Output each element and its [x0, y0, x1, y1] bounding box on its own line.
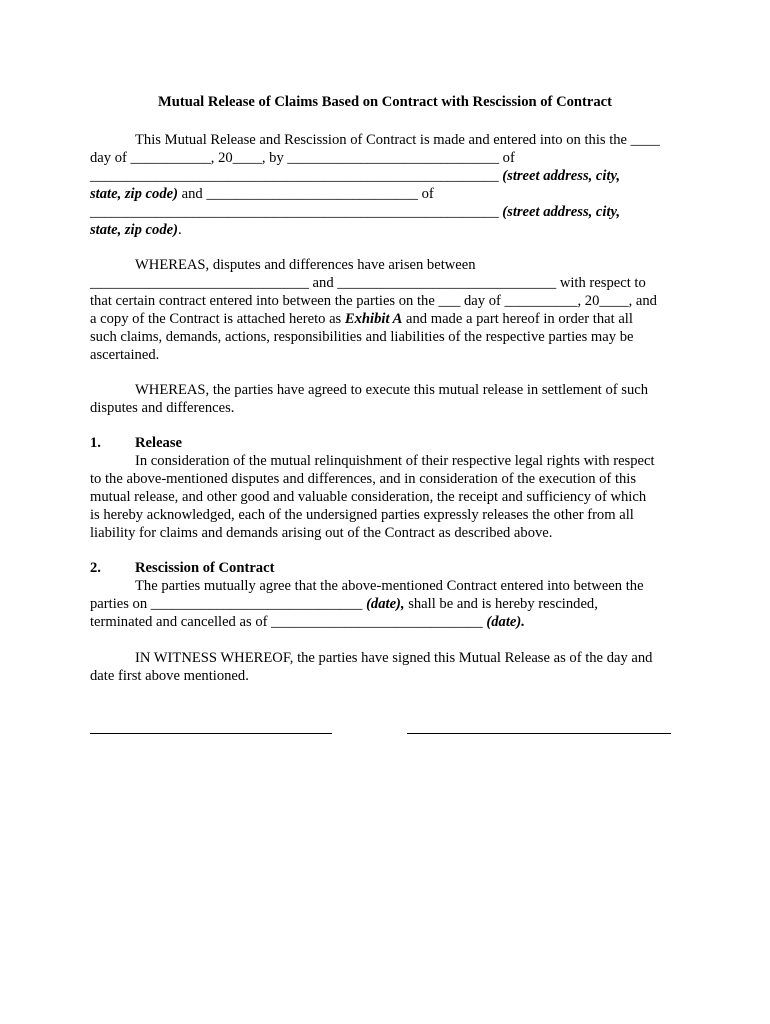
intro-line-6-rest: .	[177, 222, 182, 238]
address-blank-1: ________________________________________________________	[90, 168, 499, 184]
section-2-line-1: The parties mutually agree that the above-mentioned Contract entered into between the	[135, 578, 644, 594]
address-label-2-cont: state, zip code)	[90, 222, 178, 238]
section-2-line-2	[90, 595, 680, 613]
section-1-line-1: In consideration of the mutual relinquishment of their respective legal rights with respect	[135, 453, 655, 469]
address-blank-2: ________________________________________________________	[90, 204, 499, 220]
section-1-line-4: is hereby acknowledged, each of the undersigned parties expressly releases the other from all	[90, 507, 634, 523]
section-1-title: Release	[135, 435, 183, 451]
section-1-line-2: to the above-mentioned disputes and differences, and in consideration of the execution of this	[90, 471, 637, 487]
whereas-1-line-4	[90, 310, 680, 328]
whereas-1-line-4-post: and made a part hereof in order that all	[402, 311, 633, 327]
witness-line-2: date first above mentioned.	[90, 668, 249, 684]
section-2-line-3	[90, 613, 680, 631]
section-2-title: Rescission of Contract	[135, 560, 275, 576]
whereas-1-line-6: ascertained.	[90, 347, 160, 363]
address-label-1: (street address, city,	[502, 168, 621, 184]
whereas-1-line-3: that certain contract entered into between the parties on the ___ day of __________, 20____, and	[90, 293, 657, 309]
whereas-1-line-2: ______________________________ and ______________________________ with respect to	[90, 275, 646, 291]
intro-line-4	[90, 185, 680, 203]
address-label-1-cont: state, zip code)	[90, 186, 178, 202]
date-label-2: (date).	[486, 614, 525, 630]
intro-line-1: This Mutual Release and Rescission of Contract is made and entered into on this the ____	[135, 132, 660, 148]
whereas-1-line-5: such claims, demands, actions, responsibilities and liabilities of the respective parties may be	[90, 329, 634, 345]
whereas-1-line-1: WHEREAS, disputes and differences have arisen between	[135, 257, 476, 273]
section-2-line-2-pre: parties on _____________________________	[90, 596, 367, 612]
intro-line-6	[90, 221, 680, 239]
section-1-heading	[90, 434, 680, 452]
section-2-number: 2.	[90, 560, 101, 576]
section-1-line-3: mutual release, and other good and valuable consideration, the receipt and sufficiency of which	[90, 489, 647, 505]
address-label-2: (street address, city,	[502, 204, 621, 220]
intro-line-2: day of ___________, 20____, by _____________________________ of	[90, 150, 515, 166]
whereas-2-line-1: WHEREAS, the parties have agreed to execute this mutual release in settlement of such	[135, 382, 649, 398]
section-2-line-2-post: shall be and is hereby rescinded,	[404, 596, 598, 612]
section-2-line-3-pre: terminated and cancelled as of _____________________________	[90, 614, 487, 630]
section-2-heading	[90, 559, 680, 577]
whereas-2-line-2: disputes and differences.	[90, 400, 235, 416]
signature-line-right	[407, 733, 671, 734]
intro-line-3	[90, 167, 680, 185]
witness-line-1: IN WITNESS WHEREOF, the parties have signed this Mutual Release as of the day and	[135, 650, 653, 666]
intro-line-5	[90, 203, 680, 221]
document-title: Mutual Release of Claims Based on Contract with Rescission of Contract	[158, 94, 612, 110]
date-label-1: (date),	[366, 596, 405, 612]
section-1-number: 1.	[90, 435, 101, 451]
whereas-1-line-4-pre: a copy of the Contract is attached hereto as	[90, 311, 345, 327]
signature-line-left	[90, 733, 332, 734]
section-1-line-5: liability for claims and demands arising out of the Contract as described above.	[90, 525, 553, 541]
exhibit-a-label: Exhibit A	[344, 311, 403, 327]
intro-line-4-rest: and _____________________________ of	[177, 186, 434, 202]
